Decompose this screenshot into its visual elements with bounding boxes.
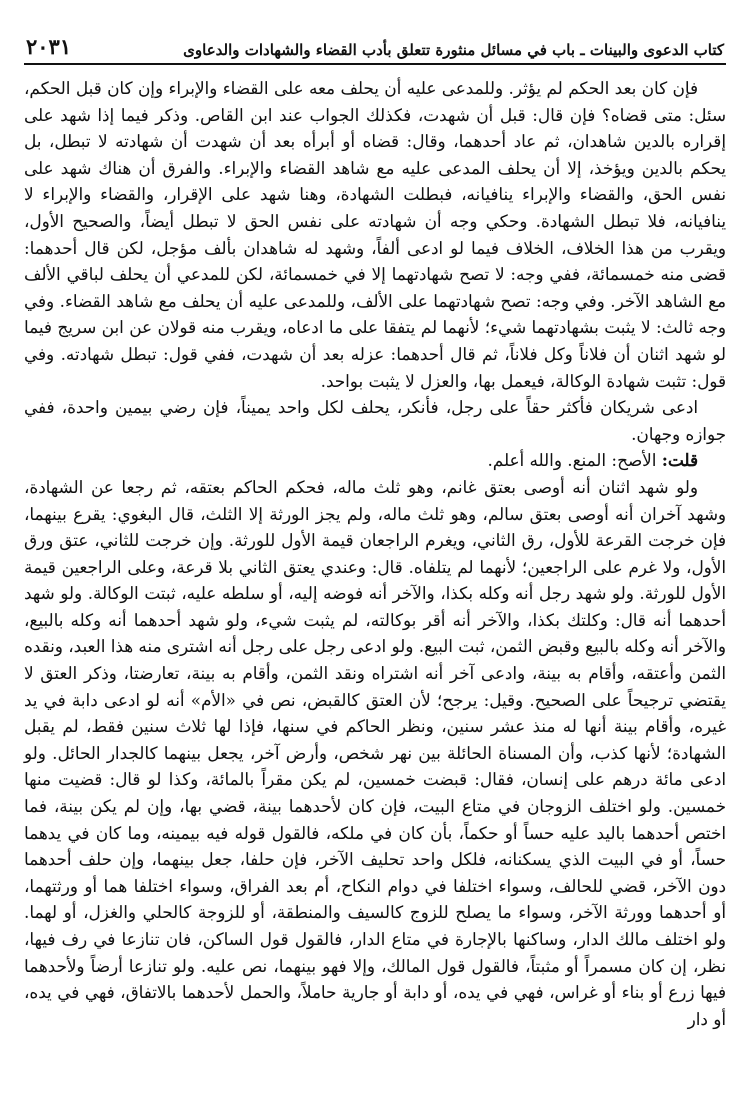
note-text: الأصح: المنع. والله أعلم. [487, 450, 657, 471]
running-title: كتاب الدعوى والبينات ـ باب في مسائل منثورة تتعلق بأدب القضاء والشهادات والدعاوى [183, 41, 724, 59]
page-header [24, 34, 726, 65]
page-body [24, 75, 726, 1032]
paragraph-1: فإن كان بعد الحكم لم يؤثر. وللمدعى عليه أن يحلف معه على القضاء والإبراء وإن كان قبل الحكم، سئل: متى قضاه؟ فإن قال: قبل أن شهدت، فكذلك الجواب عند ابن القاص. وذكر فيما إذا شهد على إقراره بالدين شاهدان، ثم عاد أحدهما، وقال: قضاه أو أبرأه بعد أن شهدت أن شهادته لا تبطل، بل يحكم بالدين ويؤخذ، إلا أن يحلف المدعى عليه مع شاهد القضاء والإبراء. والفرق أن هناك شهد على نفس الحق، والقضاء والإبراء ينافيانه، فبطلت الشهادة، وهنا شهد على الإقرار، والقضاء والإبراء لا ينافيانه، فلا تبطل الشهادة. وحكي وجه أن شهادته على نفس الحق لا تبطل أيضاً، والصحيح الأول، ويقرب من هذا الخلاف، الخلاف فيما لو ادعى ألفاً، وشهد له شاهدان بألف مؤجل، لكن قال أحدهما: قضى منه خمسمائة، ففي وجه: لا تصح شهادتهما إلا في خمسمائة، لكن للمدعي أن يحلف لباقي الألف مع الشاهد الآخر. وفي وجه: تصح شهادتهما على الألف، وللمدعى عليه أن يحلف مع شاهد القضاء. وفي وجه ثالث: لا يثبت بشهادتهما شيء؛ لأنهما لم يتفقا على ما ادعاه، ويقرب منه قولان عن ابن سريج فيما لو شهد اثنان أن فلاناً وكل فلاناً، ثم قال أحدهما: عزله بعد أن شهدت، ففي قول: تبطل شهادته. وفي قول: تثبت شهادة الوكالة، فيعمل بها، والعزل لا يثبت بواحد. [24, 78, 726, 391]
paragraph-3: ولو شهد اثنان أنه أوصى بعتق غانم، وهو ثلث ماله، فحكم الحاكم بعتقه، ثم رجعا عن الشهادة، وشهد آخران أنه أوصى بعتق سالم، وهو ثلث ماله، ولم يجز الورثة إلا الثلث، قال البغوي: يقرع بينهما، فإن خرجت القرعة للأول، رق الثاني، ويغرم الراجعان قيمة الأول للورثة. وإن خرجت للثاني، عتق ورق الأول، ولا غرم على الراجعين؛ لأنهما لم يتلفاه. قال: وعندي يعتق الثاني بلا قرعة، وعلى الراجعين قيمة الأول للورثة. ولو شهد رجل أنه وكله بكذا، والآخر أنه فوضه إليه، أو سلطه عليه، ثبتت الوكالة. ولو شهد أحدهما أنه قال: وكلتك بكذا، والآخر أنه أقر بوكالته، لم يثبت شيء، ولو شهد أحدهما أنه وكله بالبيع، والآخر أنه وكله بالبيع وقبض الثمن، ثبت البيع. ولو ادعى رجل على رجل أنه اشترى منه هذا العبد، ونقده الثمن وأعتقه، وأقام به بينة، وادعى آخر أنه اشتراه ونقد الثمن، وأقام به بينة، تعارضتا، وذكر العتق لا يقتضي ترجيحاً على الصحيح. وقيل: يرجح؛ لأن العتق كالقبض، نص في «الأم» أنه لو ادعى دابة في يد غيره، وأقام بينة أنها له منذ عشر سنين، ونظر الحاكم في سنها، فإذا لها ثلاث سنين فقط، لم يقبل الشهادة؛ لأنها كذب، وأن المسناة الحائلة بين نهر شخص، وأرض آخر، يجعل بينهما كالجدار الحائل. ولو ادعى مائة درهم على إنسان، فقال: قبضت خمسين، لم يكن مقراً بالمائة، وكذا لو قال: قضيت منها خمسين. ولو اختلف الزوجان في متاع البيت، فإن كان لأحدهما بينة، قضي بها، وإن لم يكن بينة، فما اختص أحدهما باليد عليه حساً أو حكماً، بأن كان في ملكه، فالقول قوله فيه بيمينه، وما كان في يدهما حساً، أو في البيت الذي يسكنانه، فلكل واحد تحليف الآخر، فإن حلفا، جعل بينهما، وإن حلف أحدهما دون الآخر، قضي للحالف، وسواء اختلفا في دوام النكاح، أم بعد الفراق، وسواء اختلفا هما أو ورثتهما، أو أحدهما وورثة الآخر، وسواء ما يصلح للزوج كالسيف والمنطقة، أو للزوجة كالحلي والغزل، أو لهما. ولو اختلف مالك الدار، وساكنها بالإجارة في متاع الدار، فالقول قول الساكن، فان تنازعا في رف فيها، نظر، إن كان مسمراً أو مثبتاً، فالقول قول المالك، وإلا فهو بينهما، نص عليه. ولو تنازعا أرضاً ولأحدهما فيها زرع أو بناء أو غراس، فهي في يده، أو دابة أو جارية حاملاً، والحمل لأحدهما بالاتفاق، فهي في يده، أو دار [24, 476, 726, 1029]
note-label: قلت: [661, 450, 698, 471]
note-paragraph [24, 447, 726, 474]
page-number: ٢٠٣١ [26, 34, 72, 59]
paragraph-2: ادعى شريكان فأكثر حقاً على رجل، فأنكر، يحلف لكل واحد يميناً، فإن رضي بيمين واحدة، ففي جوازه وجهان. [24, 397, 726, 444]
